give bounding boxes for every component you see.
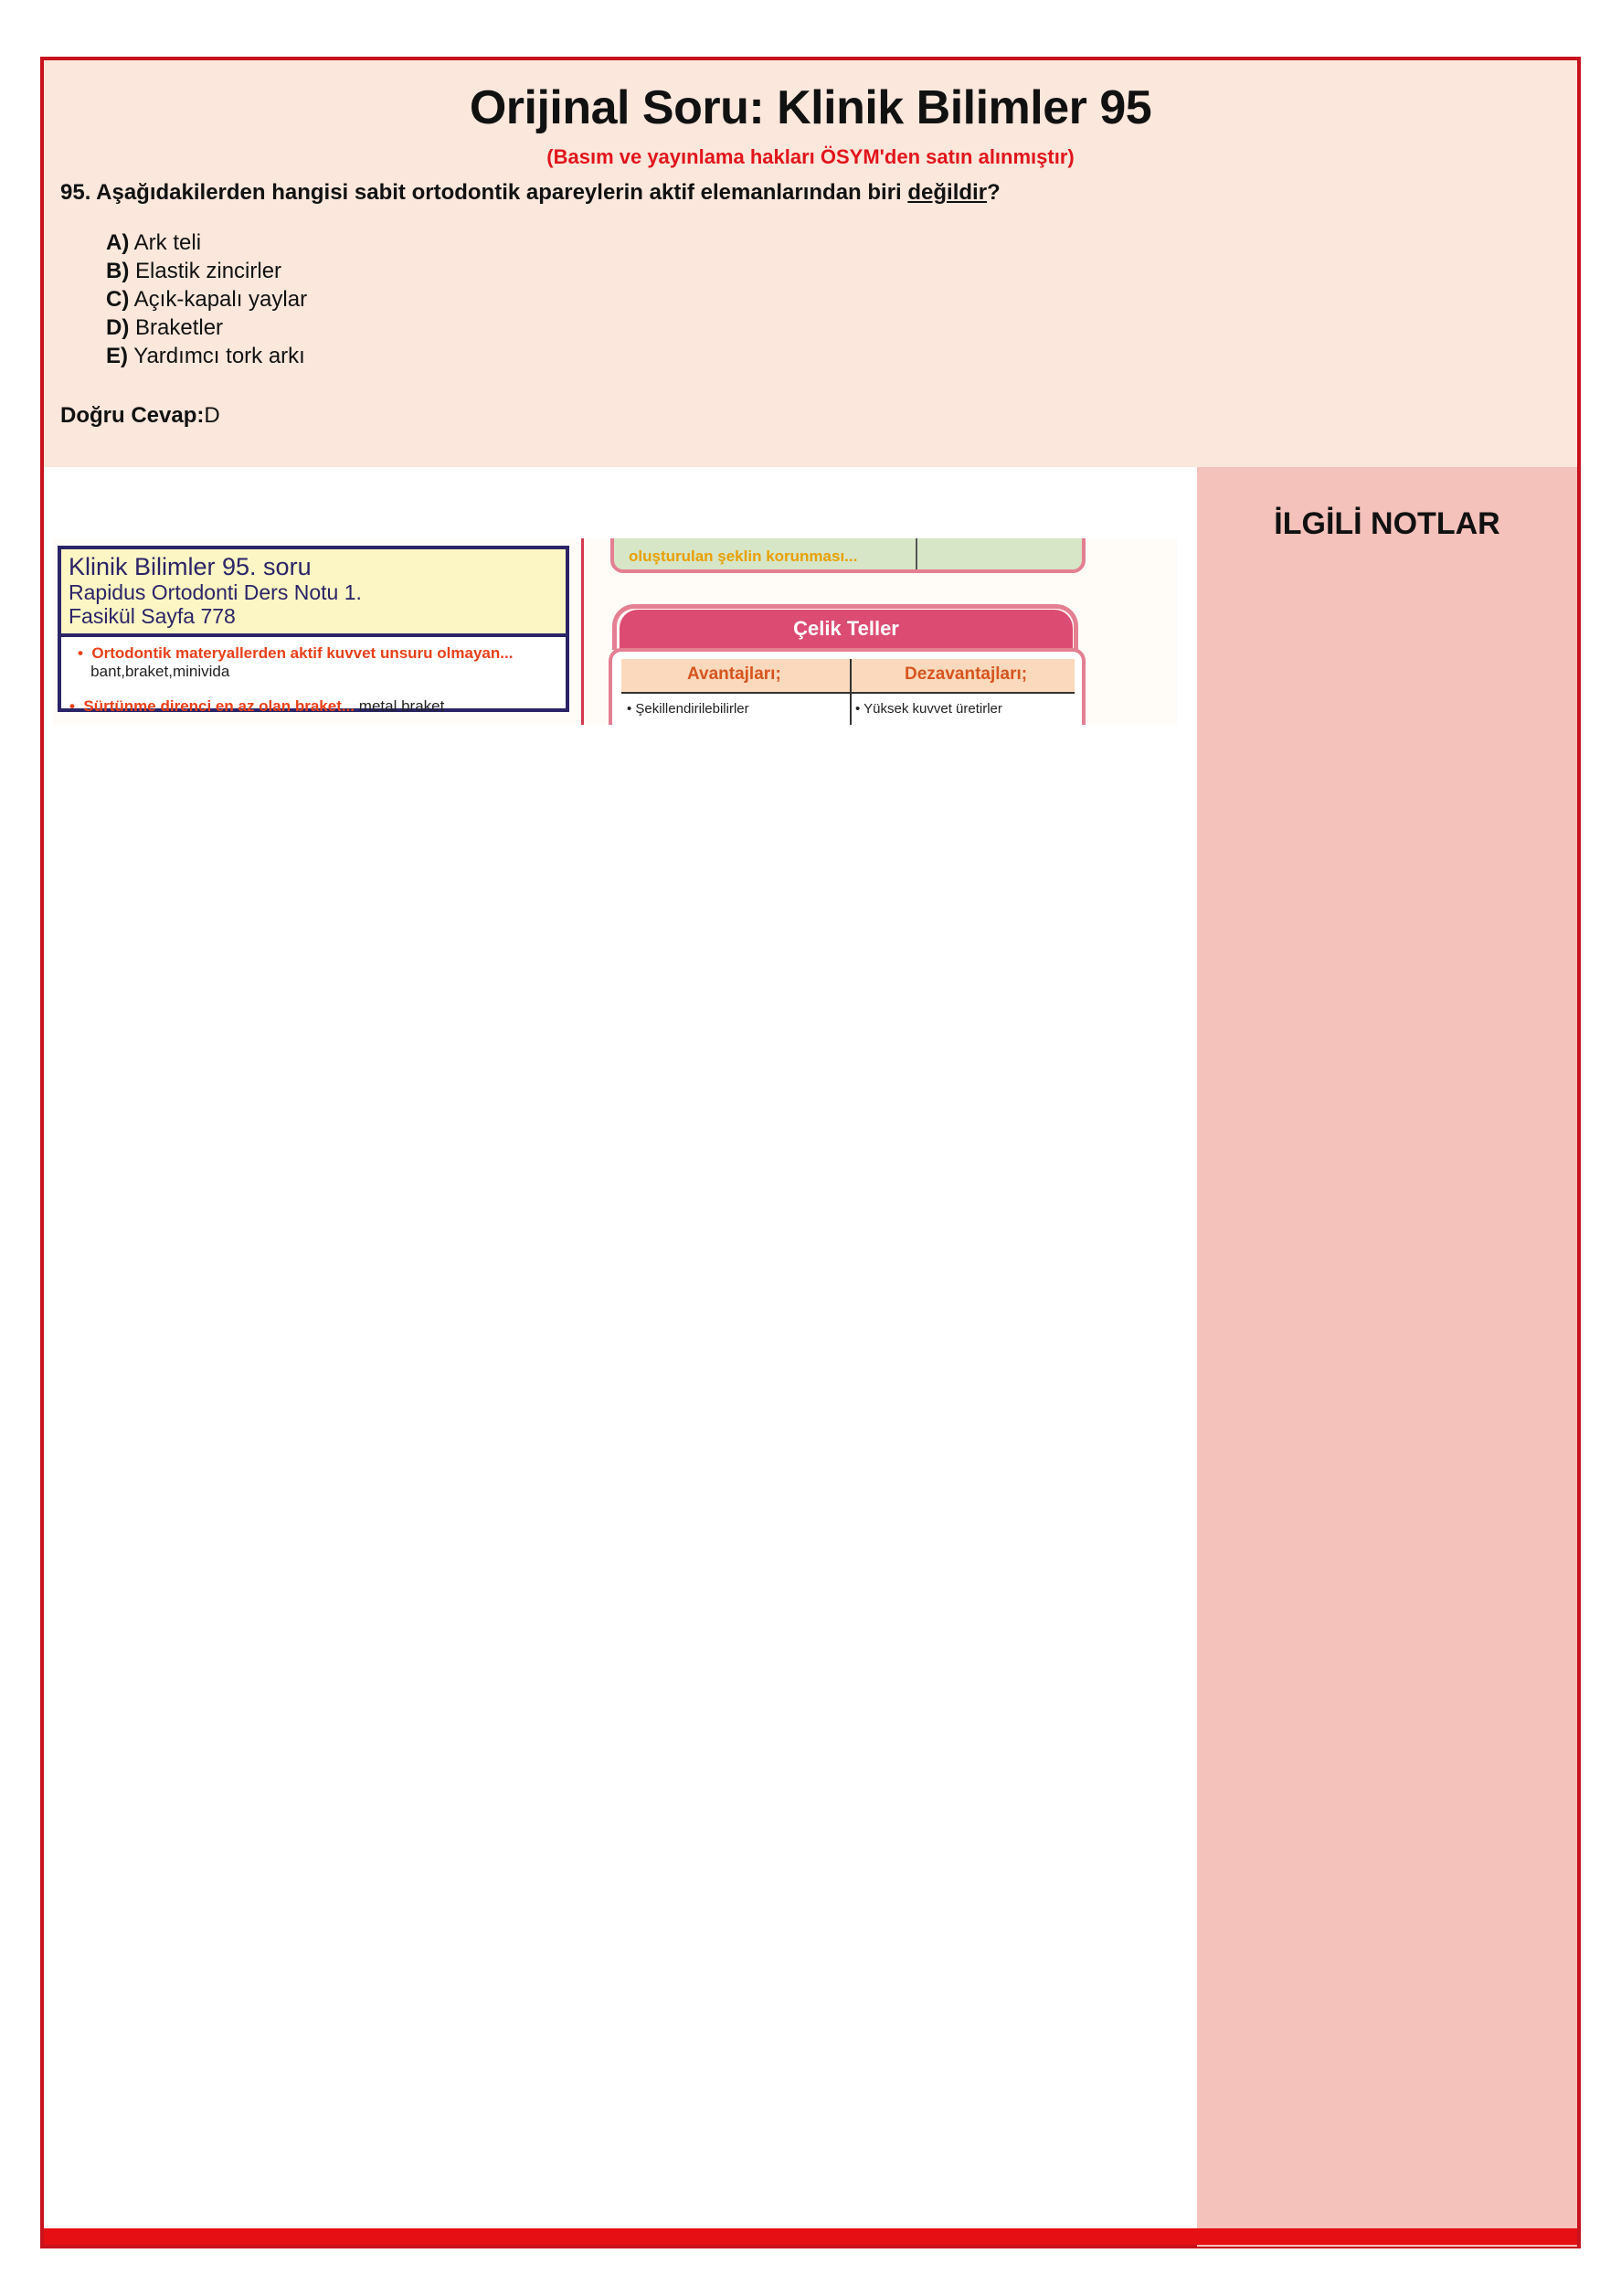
question-suffix: ? — [987, 180, 1001, 205]
answer-value: D — [204, 403, 220, 428]
steel-wires-title: Çelik Teller — [793, 617, 899, 640]
reference-box — [58, 546, 569, 712]
reference-page: Fasikül Sayfa 778 — [69, 604, 236, 628]
answer-label: Doğru Cevap: — [60, 403, 205, 428]
related-notes-panel — [1197, 467, 1577, 2247]
question-header — [44, 60, 1577, 467]
green-note-text: oluşturulan şeklin korunması... — [629, 547, 858, 565]
reference-header — [61, 549, 566, 637]
option-e: E) Yardımcı tork arkı — [106, 344, 305, 368]
copyright-notice: (Basım ve yayınlama hakları ÖSYM'den satın alınmıştır) — [546, 145, 1075, 168]
reference-title: Klinik Bilimler 95. soru — [69, 553, 312, 580]
option-a: A) Ark teli — [106, 230, 202, 255]
note-excerpt-image — [53, 538, 1177, 725]
option-b: B) Elastik zincirler — [106, 259, 282, 283]
pros-cons-table — [609, 648, 1086, 725]
correct-answer — [60, 403, 220, 429]
col-disadvantages: Dezavantajları; — [905, 664, 1028, 684]
footer-bar — [44, 2228, 1577, 2245]
table-col-separator — [850, 659, 852, 725]
question-prefix: 95. Aşağıdakilerden hangisi sabit ortodontik apareylerin aktif elemanlarından biri — [60, 180, 908, 205]
green-note-box — [610, 538, 1086, 573]
col-advantages: Avantajları; — [687, 664, 781, 684]
column-divider — [581, 538, 584, 725]
option-c: C) Açık-kapalı yaylar — [106, 287, 308, 312]
note-bullet-1: • Ortodontik materyallerden aktif kuvvet unsuru olmayan... bant,braket,minivida — [78, 644, 514, 680]
option-d: D) Braketler — [106, 315, 224, 340]
question-negation: değildir — [907, 180, 988, 205]
steel-wires-header — [620, 610, 1073, 650]
question-text — [60, 180, 1001, 206]
note-bullet-2: • Sürtünme direnci en az olan braket... metal braket — [69, 697, 445, 715]
answer-options — [106, 229, 307, 370]
cell-disadvantage-1: • Yüksek kuvvet üretirler — [855, 701, 1002, 717]
cell-advantage-1: • Şekillendirilebilirler — [627, 701, 749, 717]
table-header — [621, 659, 1075, 694]
notes-title: İLGİLİ NOTLAR — [1274, 506, 1500, 541]
page-title: Orijinal Soru: Klinik Bilimler 95 — [469, 81, 1152, 134]
reference-source: Rapidus Ortodonti Ders Notu 1. — [69, 580, 362, 604]
page-frame — [40, 57, 1581, 2248]
green-box-separator — [916, 538, 917, 569]
